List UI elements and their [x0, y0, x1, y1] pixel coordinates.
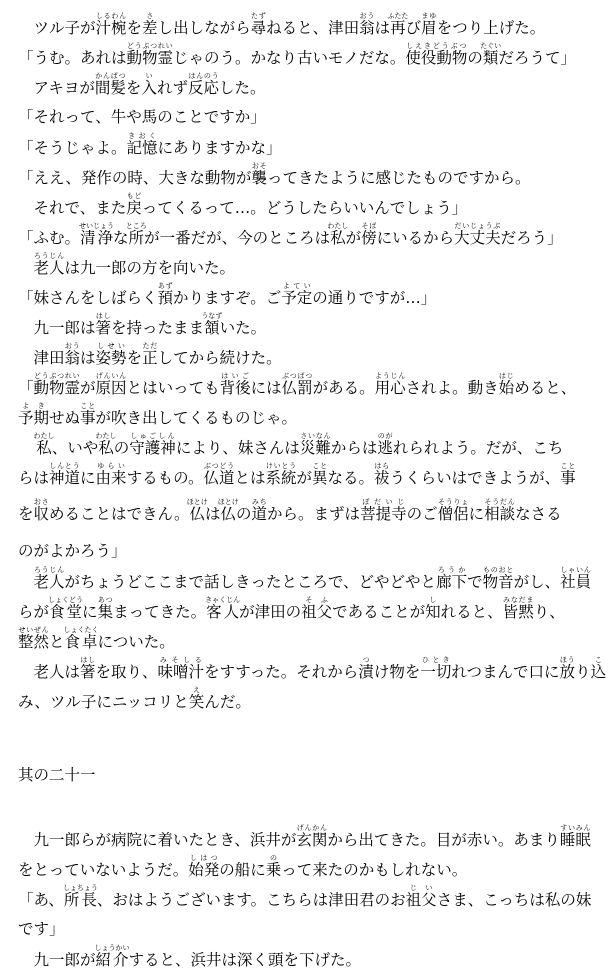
text-line: 「ええ、発作の時、大きな動物が襲おそってきたように感じたものですから。 — [18, 162, 531, 187]
text-line: 整然せいぜんと食卓しょくたくについた。 — [18, 626, 175, 651]
text-line: を収おさめることはできん。仏ほとけは仏ほとけの道みちから。まずは菩提寺ぼだいじのご僧侶そうりょに相談そうだんなさる — [18, 498, 562, 523]
text-line: らは神道しんとうに由来ゆらいするもの。仏道ぶつどうとは系統けいとうが異ことなる。祓はらうくらいはできようが、事こと — [18, 462, 576, 487]
text-line: です」 — [18, 920, 65, 938]
text-line: 私わたし、いや私わたしの守護神しゅごしんにより、妹さんは災難さいなんからは逃のがれられよう。だが、こち — [33, 432, 564, 457]
text-line: 老人ろうじんがちょうどここまで話しきったところで、どやどやと廊下ろうかで物音ものおとがし、社員しゃいん — [33, 566, 592, 591]
text-line: 九一郎らが病院に着いたとき、浜井が玄関げんかんから出てきた。目が赤い。あまり睡眠すいみん — [33, 824, 591, 849]
text-line: 「ふむ。清浄せいじょうな所ところが一番だが、今のところは私わたしが傍そばにいるから大丈夫だいじょうぶだろう」 — [18, 222, 563, 247]
text-line: 津田翁おうは姿勢しせいを正ただしてから続けた。 — [33, 342, 282, 367]
text-line: 「妹さんをしばらく預あずかりますぞ。ご予定よていの通りですが…」 — [18, 282, 437, 307]
text-line: 九一郎が紹介しょうかいすると、浜井は深く頭を下げた。 — [33, 944, 362, 969]
text-line: 「あ、所長しょちょう、おはようございます。こちらは津田君のお祖父じいさま、こっちは私の妹 — [18, 884, 592, 909]
text-line: のがよかろう」 — [18, 542, 127, 560]
text-line: 予期よきせぬ事ことが吹き出してくるものじゃ。 — [18, 402, 298, 427]
text-line: 「動物霊どうぶつれいが原因げんいんとはいっても背後はいごには仏罰ぶつばつがある。用心ようじんされよ。動き始はじめると、 — [18, 372, 577, 397]
section-gap — [18, 716, 599, 760]
text-line: 「それって、牛や馬のことですか」 — [18, 108, 266, 126]
text-line: アキヨが間髪かんぱつを入いれず反応はんのうした。 — [33, 72, 266, 97]
text-line: それで、また戻もどってくるって…。どうしたらいいんでしょう」 — [33, 192, 468, 217]
text-line: 老人は箸はしを取り、味噌汁みそしるをすすった。それから漬つけ物を一切ひときれつまんで口に放ほうり込こ — [33, 656, 607, 681]
text-line: 「うむ。あれは動物霊どうぶつれいじゃのう。かなり古いモノだな。使役動物しえきどうぶつの類たぐいだろうて」 — [18, 42, 576, 67]
text-line: 老人ろうじんは九一郎の方を向いた。 — [33, 252, 236, 277]
text-line: 「そうじゃよ。記憶きおくにありますかな」 — [18, 132, 282, 157]
text-line: をとっていないようだ。始発しはつの船に乗のって来たのかもしれない。 — [18, 854, 468, 879]
text-line: らが食堂しょくどうに集あつまってきた。客人きゃくじんが津田の祖父そふであることが知しれると、皆みな黙だまり、 — [18, 596, 565, 621]
text-line: み、ツル子にニッコリと笑えんだ。 — [18, 686, 251, 711]
text-line: ツル子が汁椀しるわんを差さし出しながら尋たずねると、津田翁おうは再ふたたび眉まゆをつり上げた。 — [33, 12, 546, 37]
text-line: 九一郎は箸はしを持ったまま頷うなずいた。 — [33, 312, 267, 337]
section-heading: 其の二十一 — [18, 766, 96, 784]
